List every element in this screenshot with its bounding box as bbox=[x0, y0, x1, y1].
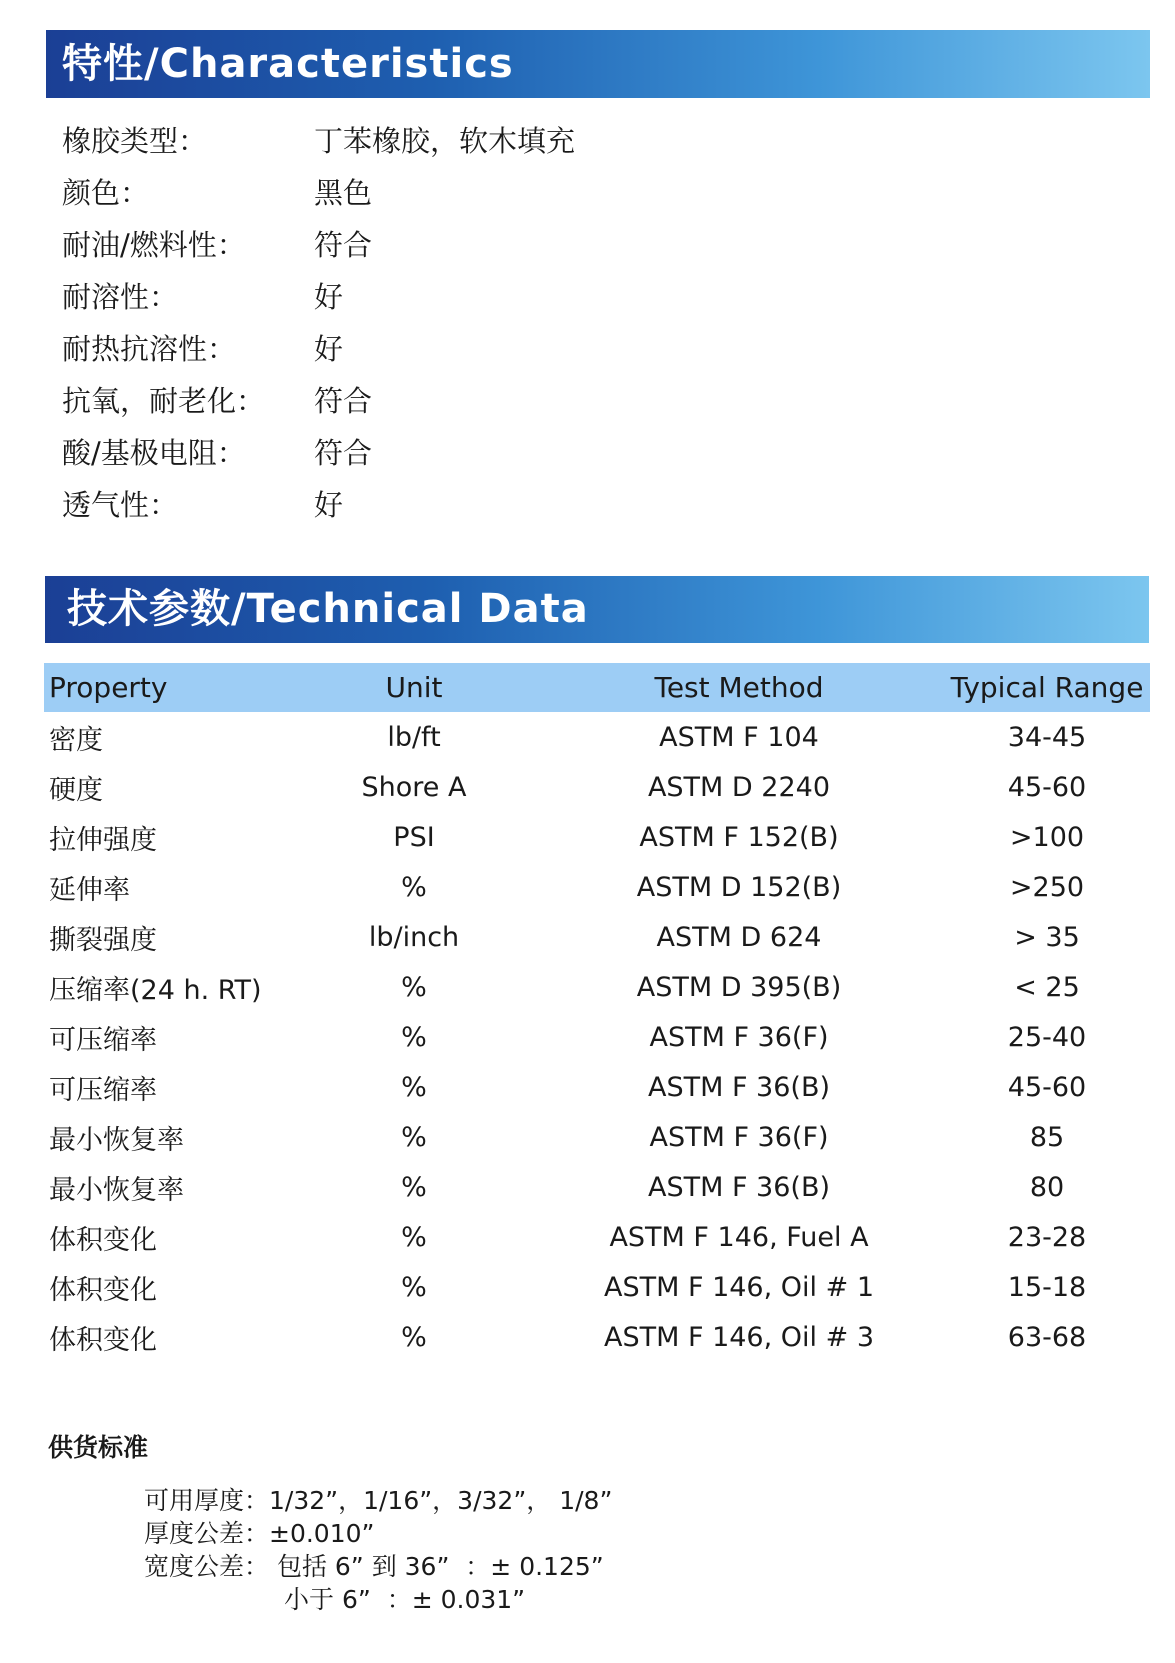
char-row bbox=[62, 113, 575, 165]
supply-standards bbox=[144, 1484, 612, 1616]
cell-property: 硬度 bbox=[49, 774, 103, 806]
cell-typical-range: >100 bbox=[1009, 821, 1085, 853]
technical-title: 技术参数/Technical Data bbox=[67, 586, 589, 632]
table-row bbox=[44, 1162, 1150, 1212]
char-label: 橡胶类型： bbox=[62, 123, 208, 158]
table-row bbox=[44, 912, 1150, 962]
char-label: 透气性： bbox=[62, 487, 179, 522]
cell-typical-range: 45-60 bbox=[1007, 771, 1087, 803]
table-row bbox=[44, 862, 1150, 912]
cell-property: 最小恢复率 bbox=[49, 1124, 184, 1156]
cell-test-method: ASTM D 2240 bbox=[647, 771, 831, 803]
cell-property: 最小恢复率 bbox=[49, 1174, 184, 1206]
table-row bbox=[44, 1212, 1150, 1262]
cell-property: 体积变化 bbox=[49, 1224, 157, 1256]
char-value: 好 bbox=[314, 331, 344, 366]
table-header bbox=[44, 663, 1150, 712]
cell-unit: % bbox=[401, 1071, 427, 1103]
cell-unit: % bbox=[401, 1171, 427, 1203]
cell-test-method: ASTM F 36(F) bbox=[649, 1021, 829, 1053]
cell-typical-range: 23-28 bbox=[1007, 1221, 1087, 1253]
char-value: 好 bbox=[314, 279, 344, 314]
char-row bbox=[62, 477, 575, 529]
cell-unit: Shore A bbox=[361, 771, 467, 803]
cell-typical-range: 80 bbox=[1029, 1171, 1065, 1203]
technical-table bbox=[44, 663, 1150, 1362]
char-label: 耐溶性： bbox=[62, 279, 179, 314]
cell-property: 拉伸强度 bbox=[49, 824, 157, 856]
cell-test-method: ASTM F 36(F) bbox=[649, 1121, 829, 1153]
cell-property: 压缩率(24 h. RT) bbox=[49, 974, 262, 1006]
cell-property: 体积变化 bbox=[49, 1274, 157, 1306]
char-row bbox=[62, 321, 575, 373]
header-test-method: Test Method bbox=[654, 671, 824, 704]
table-row bbox=[44, 1262, 1150, 1312]
cell-test-method: ASTM F 104 bbox=[659, 721, 819, 753]
cell-typical-range: 34-45 bbox=[1007, 721, 1087, 753]
table-row bbox=[44, 1062, 1150, 1112]
header-property: Property bbox=[49, 671, 168, 704]
cell-test-method: ASTM F 146, Oil # 3 bbox=[603, 1321, 874, 1353]
char-label: 颜色： bbox=[62, 175, 150, 210]
table-row bbox=[44, 712, 1150, 762]
characteristics-banner bbox=[46, 30, 1150, 98]
header-typical-range: Typical Range bbox=[950, 671, 1144, 704]
cell-unit: PSI bbox=[393, 821, 435, 853]
cell-property: 可压缩率 bbox=[49, 1074, 157, 1106]
table-row bbox=[44, 762, 1150, 812]
cell-test-method: ASTM D 152(B) bbox=[636, 871, 842, 903]
cell-test-method: ASTM F 146, Oil # 1 bbox=[603, 1271, 874, 1303]
table-row bbox=[44, 1112, 1150, 1162]
table-body bbox=[44, 712, 1150, 1362]
cell-unit: lb/inch bbox=[368, 921, 460, 953]
cell-typical-range: 25-40 bbox=[1007, 1021, 1087, 1053]
char-value: 丁苯橡胶，软木填充 bbox=[314, 123, 576, 158]
cell-unit: % bbox=[401, 1221, 427, 1253]
cell-test-method: ASTM F 152(B) bbox=[639, 821, 839, 853]
char-value: 符合 bbox=[314, 227, 373, 262]
char-value: 符合 bbox=[314, 435, 373, 470]
characteristics-list bbox=[62, 113, 575, 529]
cell-test-method: ASTM F 36(B) bbox=[647, 1171, 831, 1203]
supply-line: 小于 6” ：± 0.031” bbox=[284, 1585, 526, 1614]
cell-property: 密度 bbox=[49, 724, 103, 756]
cell-typical-range: 63-68 bbox=[1007, 1321, 1087, 1353]
char-label: 酸/基极电阻： bbox=[62, 435, 246, 470]
char-row bbox=[62, 425, 575, 477]
supply-line: 宽度公差： 包括 6” 到 36” ：± 0.125” bbox=[144, 1552, 604, 1581]
cell-typical-range: 85 bbox=[1029, 1121, 1065, 1153]
cell-unit: lb/ft bbox=[387, 721, 441, 753]
cell-unit: % bbox=[401, 871, 427, 903]
char-value: 符合 bbox=[314, 383, 373, 418]
cell-property: 体积变化 bbox=[49, 1324, 157, 1356]
char-label: 耐热抗溶性： bbox=[62, 331, 237, 366]
cell-property: 可压缩率 bbox=[49, 1024, 157, 1056]
cell-test-method: ASTM F 146, Fuel A bbox=[609, 1221, 869, 1253]
table-row bbox=[44, 1312, 1150, 1362]
cell-test-method: ASTM F 36(B) bbox=[647, 1071, 831, 1103]
cell-typical-range: >250 bbox=[1009, 871, 1085, 903]
cell-unit: % bbox=[401, 1321, 427, 1353]
supply-line: 厚度公差：±0.010” bbox=[144, 1519, 375, 1548]
cell-typical-range: > 35 bbox=[1014, 921, 1080, 953]
char-label: 抗氧，耐老化： bbox=[62, 383, 266, 418]
cell-test-method: ASTM D 624 bbox=[656, 921, 822, 953]
char-row bbox=[62, 165, 575, 217]
cell-test-method: ASTM D 395(B) bbox=[636, 971, 842, 1003]
char-row bbox=[62, 217, 575, 269]
cell-unit: % bbox=[401, 1271, 427, 1303]
cell-property: 延伸率 bbox=[49, 874, 130, 906]
cell-property: 撕裂强度 bbox=[49, 924, 157, 956]
table-row bbox=[44, 962, 1150, 1012]
supply-line: 可用厚度：1/32”，1/16”，3/32”， 1/8” bbox=[144, 1486, 613, 1515]
char-value: 黑色 bbox=[314, 175, 373, 210]
supply-title: 供货标准 bbox=[48, 1433, 149, 1462]
header-unit: Unit bbox=[385, 671, 443, 704]
char-label: 耐油/燃料性： bbox=[62, 227, 246, 262]
cell-typical-range: 45-60 bbox=[1007, 1071, 1087, 1103]
char-value: 好 bbox=[314, 487, 344, 522]
char-row bbox=[62, 269, 575, 321]
cell-typical-range: < 25 bbox=[1014, 971, 1080, 1003]
technical-banner bbox=[45, 576, 1149, 643]
cell-unit: % bbox=[401, 971, 427, 1003]
cell-unit: % bbox=[401, 1021, 427, 1053]
table-row bbox=[44, 1012, 1150, 1062]
char-row bbox=[62, 373, 575, 425]
characteristics-title: 特性/Characteristics bbox=[62, 41, 514, 87]
cell-typical-range: 15-18 bbox=[1007, 1271, 1087, 1303]
table-row bbox=[44, 812, 1150, 862]
cell-unit: % bbox=[401, 1121, 427, 1153]
